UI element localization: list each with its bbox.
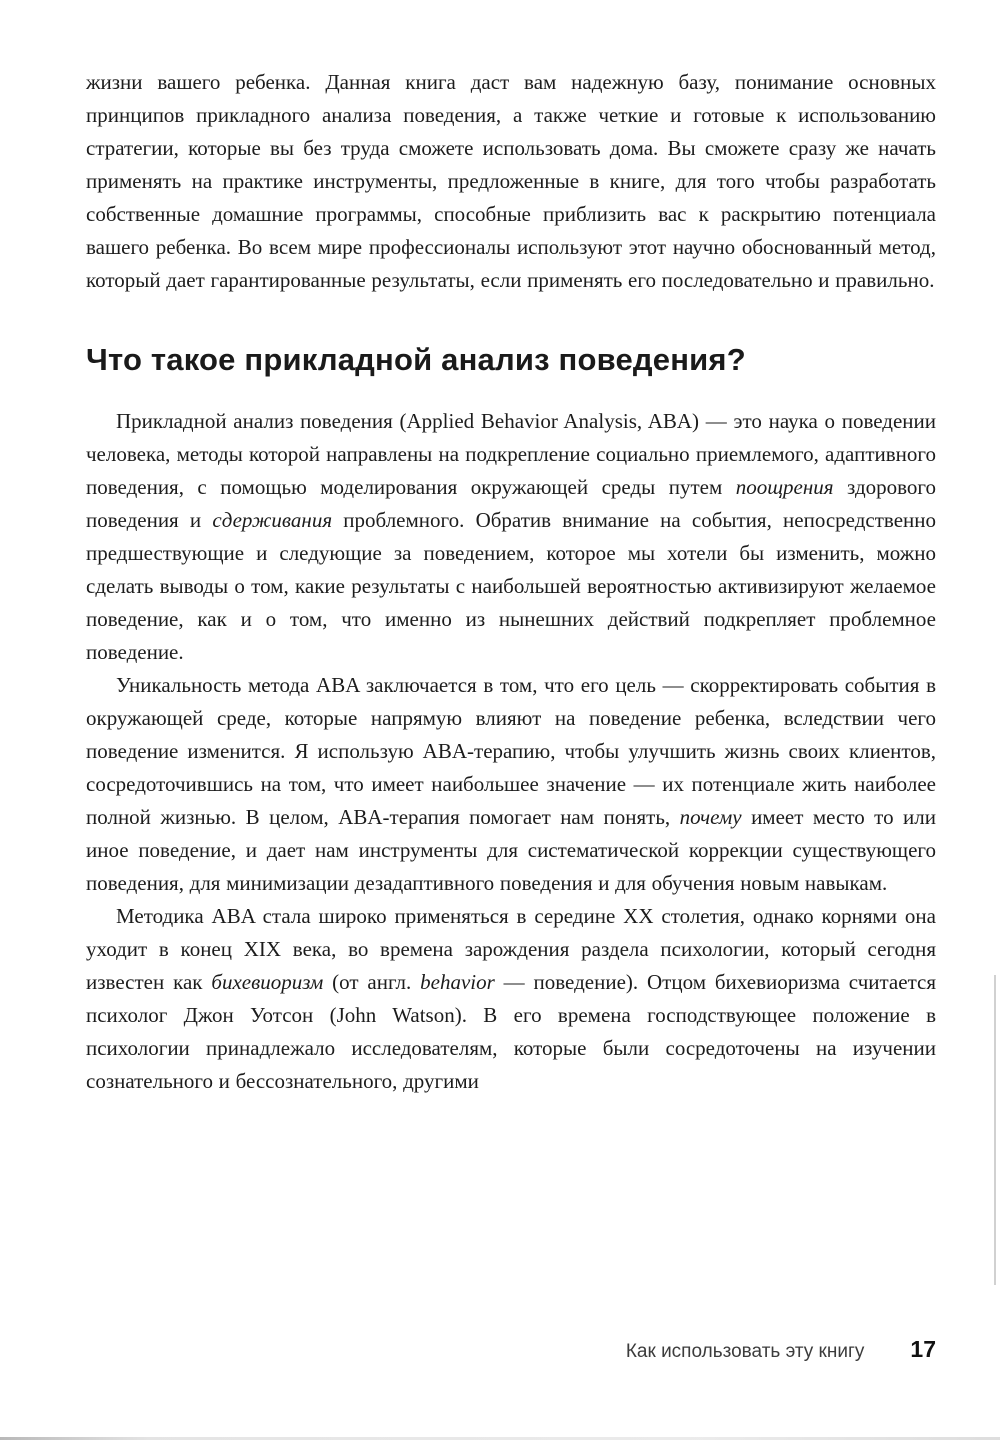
- main-text-block: [86, 405, 936, 1098]
- page-number: 17: [910, 1336, 936, 1362]
- paragraph: Уникальность метода ABA заключается в том, что его цель — скорректировать события в окружающей среде, которые напрямую влияют на поведение ребенка, вследствии чего поведение изменится. Я использую ABA-терапию, чтобы улучшить жизнь своих клиентов, сосредоточившись на том, что имеет наибольшее значение — их потенциале жить наиболее полной жизнью. В целом, ABA-терапия помогает нам понять, почему имеет место то или иное поведение, и дает нам инструменты для систематической коррекции существующего поведения, для минимизации дезадаптивного поведения и для обучения новым навыкам.: [86, 673, 936, 896]
- running-title: Как использовать эту книгу: [625, 1341, 865, 1362]
- page-content: [86, 66, 936, 1098]
- section-heading: Что такое прикладной анализ поведения?: [86, 342, 746, 377]
- paragraph: Прикладной анализ поведения (Applied Behavior Analysis, ABA) — это наука о поведении человека, методы которой направлены на подкрепление социально приемлемого, адаптивного поведения, с помощью моделирования окружающей среды путем поощрения здорового поведения и сдерживания проблемного. Обратив внимание на события, непосредственно предшествующие и следующие за поведением, которое мы хотели бы изменить, можно сделать выводы о том, какие результаты с наибольшей вероятностью активизируют желаемое поведение, как и о том, что именно из нынешних действий подкрепляет проблемное поведение.: [86, 409, 936, 665]
- scan-artifact-vertical-line: [994, 975, 996, 1285]
- page-footer: [86, 1336, 936, 1363]
- paragraph: Методика ABA стала широко применяться в середине XX столетия, однако корнями она уходит в конец XIX века, во времена зарождения раздела психологии, который сегодня известен как бихевиоризм (от англ. behavior — поведение). Отцом бихевиоризма считается психолог Джон Уотсон (John Watson). В его времена господствующее положение в психологии принадлежало исследователям, которые были сосредоточены на изучении сознательного и бессознательного, другими: [86, 904, 936, 1094]
- intro-text-block: [86, 66, 936, 297]
- paragraph: жизни вашего ребенка. Данная книга даст вам надежную базу, понимание основных принципов прикладного анализа поведения, а также четкие и готовые к использованию стратегии, которые вы без труда сможете использовать дома. Вы сможете сразу же начать применять на практике инструменты, предложенные в книге, для того чтобы разработать собственные домашние программы, способные приблизить вас к раскрытию потенциала вашего ребенка. Во всем мире профессионалы используют этот научно обоснованный метод, который дает гарантированные результаты, если применять его последовательно и правильно.: [86, 70, 936, 292]
